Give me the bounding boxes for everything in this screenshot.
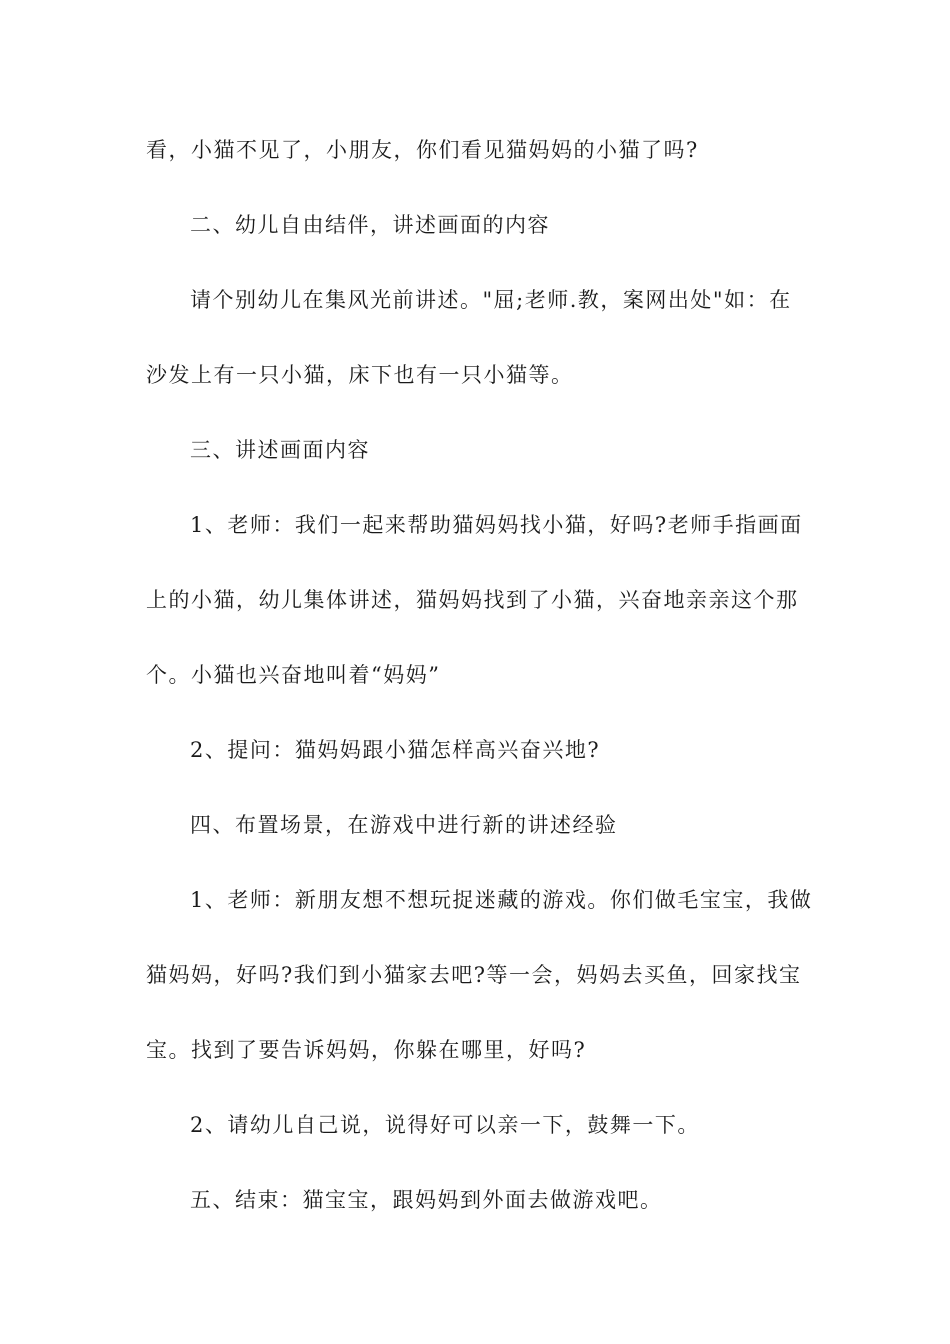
- text-line: 1、老师：新朋友想不想玩捉迷藏的游戏。你们做毛宝宝，我做: [190, 888, 813, 912]
- section-heading: 二、幼儿自由结伴，讲述画面的内容: [190, 213, 550, 237]
- text-line: 2、提问：猫妈妈跟小猫怎样高兴奋兴地?: [190, 738, 601, 762]
- text-line: 2、请幼儿自己说，说得好可以亲一下，鼓舞一下。: [190, 1113, 700, 1137]
- text-line: 沙发上有一只小猫，床下也有一只小猫等。: [146, 363, 574, 387]
- text-line: 看，小猫不见了，小朋友，你们看见猫妈妈的小猫了吗?: [146, 138, 699, 162]
- section-heading: 四、布置场景，在游戏中进行新的讲述经验: [190, 813, 618, 837]
- text-line: 上的小猫，幼儿集体讲述，猫妈妈找到了小猫，兴奋地亲亲这个那: [146, 588, 799, 612]
- text-line: 个。小猫也兴奋地叫着“妈妈”: [146, 663, 441, 687]
- text-line: 宝。找到了要告诉妈妈，你躲在哪里，好吗?: [146, 1038, 587, 1062]
- text-line: 1、老师：我们一起来帮助猫妈妈找小猫，好吗?老师手指画面: [190, 513, 803, 537]
- section-heading: 五、结束：猫宝宝，跟妈妈到外面去做游戏吧。: [190, 1188, 663, 1212]
- text-line: 请个别幼儿在集风光前讲述。"屈;老师.教，案网出处"如：在: [190, 288, 792, 312]
- section-heading: 三、讲述画面内容: [190, 438, 370, 462]
- text-line: 猫妈妈，好吗?我们到小猫家去吧?等一会，妈妈去买鱼，回家找宝: [146, 963, 802, 987]
